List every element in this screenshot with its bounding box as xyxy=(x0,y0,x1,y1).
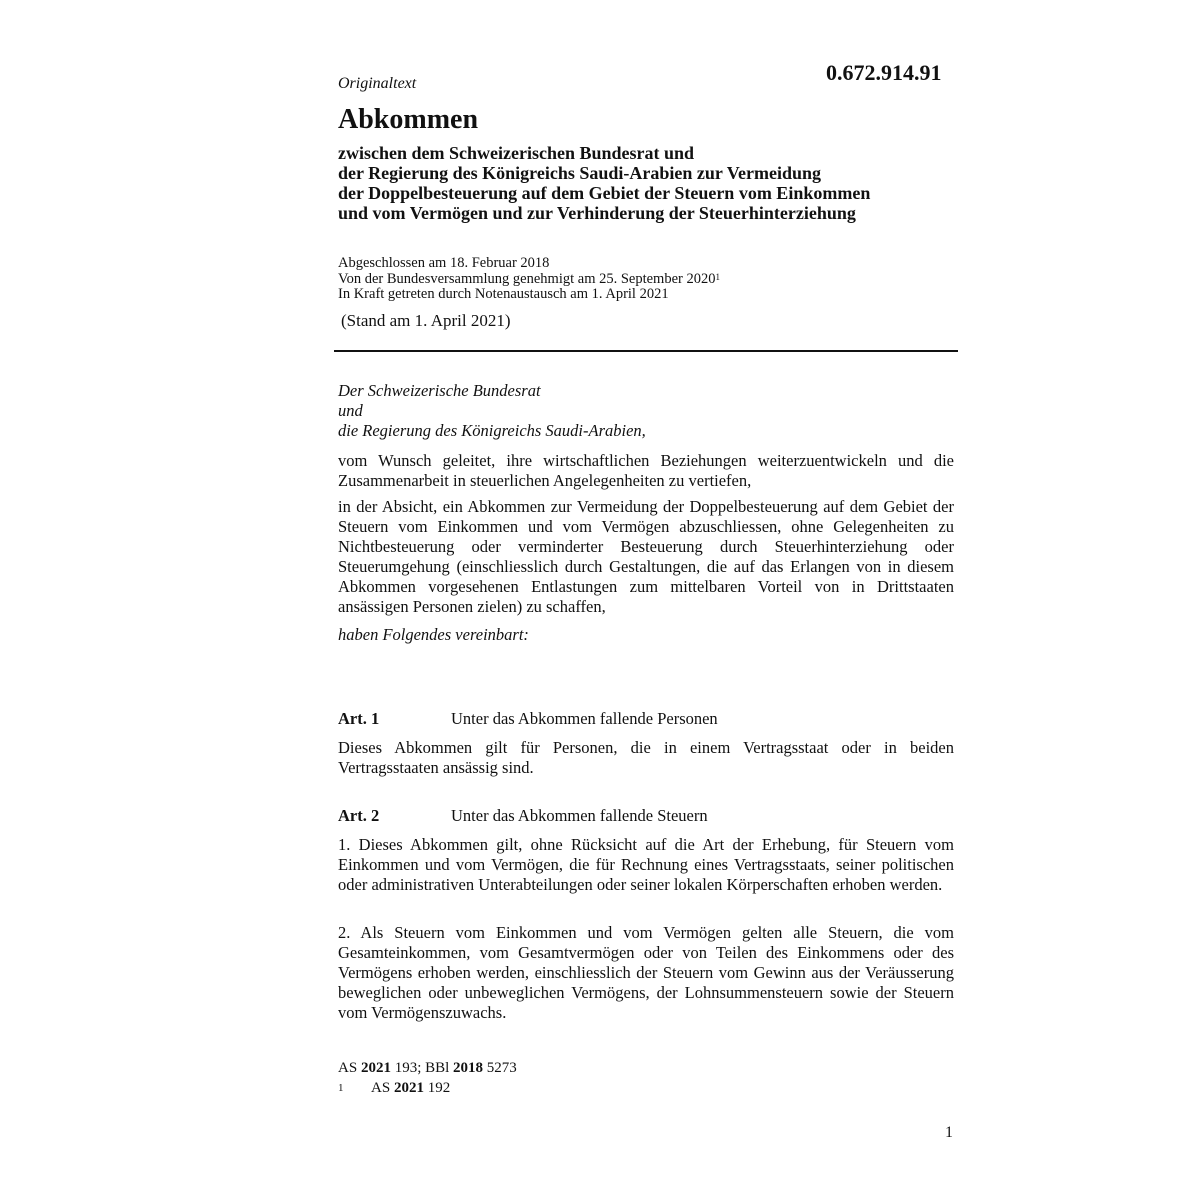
document-title: Abkommen xyxy=(338,104,479,135)
bbl-page: 5273 xyxy=(483,1060,517,1076)
as-page: 193; BBl xyxy=(390,1060,454,1076)
preamble-recital-2: in der Absicht, ein Abkommen zur Vermeidung der Doppelbesteuerung auf dem Gebiet der Steuern vom Einkommen und vom Vermögen abzuschliessen, ohne Gelegenheiten zu Nichtbesteuerung oder verminderter Besteuerung durch Steuerhinterziehung oder Steuerumgehung (einschliesslich durch Gestaltungen, die auf das Erlangen von in diesem Abkommen vorgesehenen Entlastungen zum mittelbaren Vorteil von in Drittstaaten ansässigen Personen zielen) zu schaffen, xyxy=(338,497,954,616)
article-title: Unter das Abkommen fallende Steuern xyxy=(451,806,708,825)
party-line: die Regierung des Königreichs Saudi-Arabien, xyxy=(338,421,646,440)
article-number: Art. 2 xyxy=(338,806,380,825)
approved-text: Von der Bundesversammlung genehmigt am 25. September 2020 xyxy=(338,270,716,287)
article-number: Art. 1 xyxy=(338,709,380,728)
subtitle-line: der Regierung des Königreichs Saudi-Arabien zur Vermeidung xyxy=(338,163,822,183)
approved-date xyxy=(338,272,720,288)
date-info xyxy=(338,256,720,303)
preamble-parties xyxy=(338,381,954,441)
preamble-recital-1: vom Wunsch geleitet, ihre wirtschaftlichen Beziehungen weiterzuentwickeln und die Zusammenarbeit in steuerlichen Angelegenheiten zu vertiefen, xyxy=(338,451,954,490)
party-line: und xyxy=(338,401,363,420)
document-subtitle xyxy=(338,143,978,223)
subtitle-line: und vom Vermögen und zur Verhinderung der Steuerhinterziehung xyxy=(338,203,856,223)
page-number: 1 xyxy=(945,1124,953,1141)
original-text-label: Originaltext xyxy=(338,75,417,92)
preamble-agreed: haben Folgendes vereinbart: xyxy=(338,625,529,644)
sr-number: 0.672.914.91 xyxy=(826,60,942,85)
header-divider xyxy=(334,350,958,352)
article-2-paragraph-1: 1. Dieses Abkommen gilt, ohne Rücksicht auf die Art der Erhebung, für Steuern vom Einkommen und vom Vermögen, die für Rechnung eines Vertragsstaats, seiner politischen oder administrativen Unterabteilungen oder seiner lokalen Körperschaften erhoben werden. xyxy=(338,835,954,894)
article-2-heading xyxy=(338,806,708,826)
footnote-1 xyxy=(338,1078,517,1098)
as-year: 2021 xyxy=(360,1060,391,1076)
subtitle-line: der Doppelbesteuerung auf dem Gebiet der Steuern vom Einkommen xyxy=(338,183,871,203)
article-1-heading xyxy=(338,709,718,729)
footnotes xyxy=(338,1058,517,1098)
article-2-paragraph-2: 2. Als Steuern vom Einkommen und vom Vermögen gelten alle Steuern, die vom Gesamteinkommen, vom Gesamtvermögen oder von Teilen des Einkommens oder des Vermögens erhoben werden, einschliesslich der Steuern vom Gewinn aus der Veräusserung beweglichen oder unbeweglichen Vermögens, der Lohnsummensteuern sowie der Steuern vom Vermögenszuwachs. xyxy=(338,923,954,1022)
bbl-year: 2018 xyxy=(453,1060,484,1076)
source-prefix: AS xyxy=(338,1060,361,1076)
source-reference xyxy=(338,1058,517,1078)
in-force-date: In Kraft getreten durch Notenaustausch am 1. April 2021 xyxy=(338,286,669,302)
subtitle-line: zwischen dem Schweizerischen Bundesrat und xyxy=(338,143,695,163)
fn1-prefix: AS xyxy=(371,1080,394,1096)
fn1-page: 192 xyxy=(423,1080,451,1096)
article-title: Unter das Abkommen fallende Personen xyxy=(451,709,718,728)
concluded-date: Abgeschlossen am 18. Februar 2018 xyxy=(338,255,550,271)
fn1-year: 2021 xyxy=(393,1080,424,1096)
footnote-ref[interactable]: 1 xyxy=(715,271,720,282)
footnote-mark: 1 xyxy=(338,1082,344,1094)
article-1-paragraph: Dieses Abkommen gilt für Personen, die in einem Vertragsstaat oder in beiden Vertragsstaaten ansässig sind. xyxy=(338,738,954,777)
status-date: (Stand am 1. April 2021) xyxy=(341,311,511,330)
party-line: Der Schweizerische Bundesrat xyxy=(338,381,541,400)
